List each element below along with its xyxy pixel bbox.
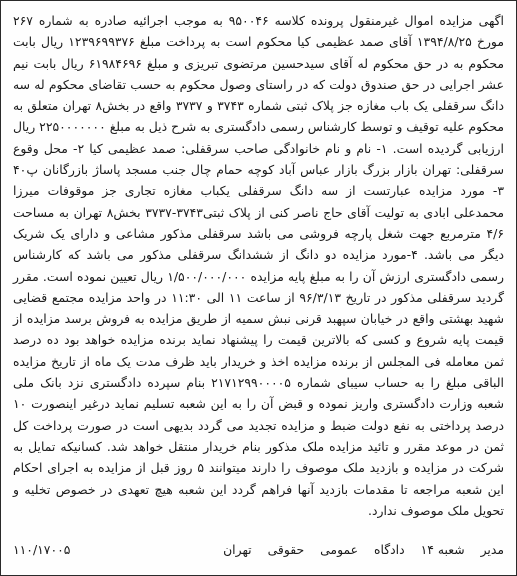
signature-word: مدیر (480, 542, 504, 557)
notice-body: اگهی مزایده اموال غیرمنقول پرونده کلاسه ۹۵۰۰۴۶ به موجب اجرائیه صادره به شماره ۲۶۷ مورخ ۱۳۹۴/۸/۲۵ آقای صمد عظیمی کیا محکوم است به پرداخت مبلغ ۱۲۳۹۶۹۹۳۷۶ ریال بابت محکوم به در حق محکوم له آقای سیدحسین مرتضوی تبریزی و مبلغ ۶۱۹۸۴۶۹۶ ریال بابت نیم عشر اجرایی در حق صندوق دولت که در راستای وصول محکوم به حسب تقاضای محکوم له سه دانگ سرقفلی یک باب مغازه جز پلاک ثبتی شماره ۳۷۴۳ و ۳۷۳۷ واقع در بخش۸ تهران متعلق به محکوم علیه توقیف و توسط کارشناس رسمی دادگستری به شرح ذیل به مبلغ ۲۲۵۰۰۰۰۰۰۰ ریال ارزیابی گردیده است. ۱- نام و نام خانوادگی صاحب سرقفلی: صمد عظیمی کیا ۲- محل وقوع سرقفلی: تهران بازار بزرگ بازار عباس آباد کوچه حمام چال جنب مسجد پاساژ بازرگانان پ۴۰ ۳- مورد مزایده عبارتست از سه دانگ سرقفلی یکباب مغازه تجاری جز موقوفات میرزا محمدعلی ابادی به تولیت آقای حاج ناصر کنی از پلاک ثبتی۳۷۴۳-۳۷۳۷ بخش۸ تهران به مساحت ۴/۶ مترمربع جهت شغل پارچه فروشی می باشد سرقفلی مذکور مشاعی و دارای یک شریک دیگر می باشد. ۴-مورد مزایده دو دانگ از ششدانگ سرقفلی مذکور می باشد که کارشناس رسمی دادگستری ارزش آن را به مبلغ پایه مزایده ۱/۵۰۰/۰۰۰/۰۰۰ ریال تعیین نموده است. مقرر گردید سرقفلی مذکور در تاریخ ۹۶/۳/۱۳ از ساعت ۱۱ الی ۱۱:۳۰ در واحد مزایده مجتمع قضایی شهید بهشتی واقع در خیابان سپهبد قرنی نبش سمیه از طریق مزایده به فروش برسد مزایده از قیمت پایه شروع و کسی که بالاترین قیمت را پیشنهاد نماید برنده مزایده خواهد بود ده درصد ثمن معامله فی المجلس از برنده مزایده اخذ و خریدار باید ظرف مدت یک ماه از تاریخ مزایده الباقی مبلغ را به حساب سیبای شماره ۲۱۷۱۲۹۹۰۰۰۰۵ بنام سپرده دادگستری نزد بانک ملی شعبه وزارت دادگستری واریز نموده و قبض آن را به این شعبه تسلیم نماید درغیر اینصورت ۱۰ درصد پرداختی به نفع دولت ضبط و مزایده تجدید می گردد بدیهی است در صورت پرداخت کل ثمن در موعد مقرر و تائید مزایده ملک مذکور بنام خریدار منتقل خواهد شد. کسانیکه تمایل به شرکت در مزایده و بازدید ملک موصوف را دارند میتوانند ۵ روز قبل از مزایده به اجرای احکام این شعبه مراجعه تا مقدمات بازدید آنها فراهم گردد این شعبه هیچ تعهدی در خصوص تخلیه و تحویل ملک موصوف ندارد. (13, 13, 504, 518)
signature-word: شعبه ۱۴ (420, 542, 465, 557)
signature-line (211, 542, 504, 557)
signature-word: دادگاه (374, 542, 405, 557)
notice-footer (13, 542, 504, 557)
signature-word: تهران (223, 542, 252, 557)
reference-number: ۱۱۰/۱۷۰۰۵ (13, 542, 71, 557)
signature-word: حقوقی (267, 542, 305, 557)
signature-word: عمومی (320, 542, 359, 557)
